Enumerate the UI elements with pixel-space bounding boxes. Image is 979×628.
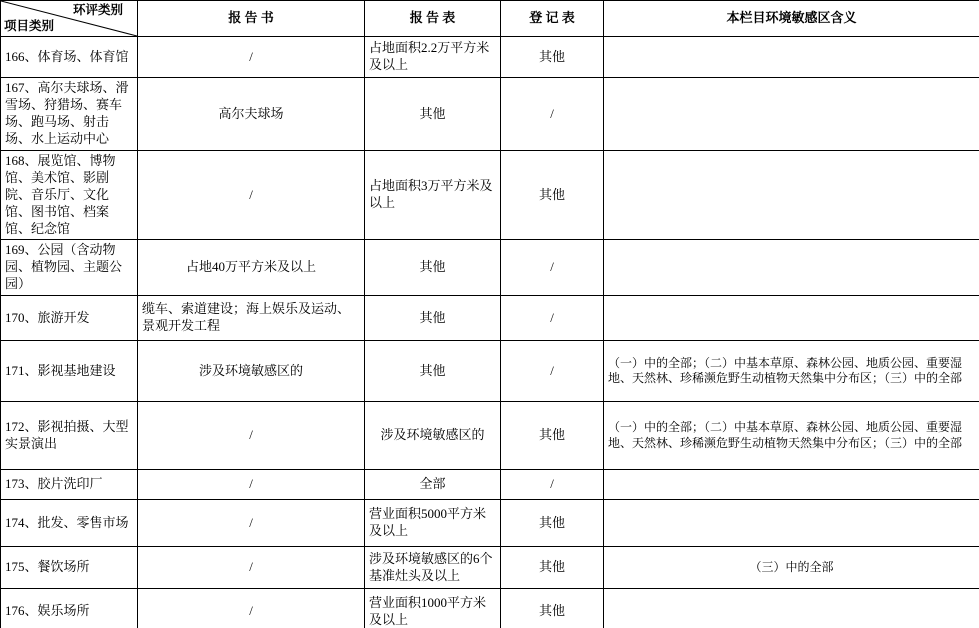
- registration-form-cell: /: [501, 296, 604, 341]
- meaning-cell: [604, 78, 979, 151]
- table-row: [1, 151, 979, 240]
- table-row: [1, 402, 979, 470]
- meaning-cell: [604, 500, 979, 547]
- report-book-cell: 缆车、索道建设；海上娱乐及运动、景观开发工程: [138, 296, 365, 341]
- category-cell: 174、批发、零售市场: [1, 500, 138, 547]
- report-book-cell: /: [138, 589, 365, 628]
- report-form-cell: 涉及环境敏感区的: [365, 402, 501, 470]
- meaning-cell: （一）中的全部；（二）中基本草原、森林公园、地质公园、重要湿地、天然林、珍稀濒危野生动植物天然集中分布区；（三）中的全部: [604, 402, 979, 470]
- report-book-cell: 占地40万平方米及以上: [138, 240, 365, 296]
- header-sensitive-area-meaning: 本栏目环境敏感区含义: [604, 1, 979, 37]
- category-cell: 172、影视拍摄、大型实景演出: [1, 402, 138, 470]
- table-body: [1, 37, 979, 628]
- category-cell: 168、展览馆、博物馆、美术馆、影剧院、音乐厅、文化馆、图书馆、档案馆、纪念馆: [1, 151, 138, 240]
- registration-form-cell: /: [501, 240, 604, 296]
- meaning-cell: [604, 296, 979, 341]
- meaning-cell: [604, 589, 979, 628]
- header-report-book: 报 告 书: [138, 1, 365, 37]
- registration-form-cell: 其他: [501, 547, 604, 589]
- table-row: [1, 470, 979, 500]
- report-book-cell: /: [138, 500, 365, 547]
- report-form-cell: 其他: [365, 341, 501, 402]
- registration-form-cell: 其他: [501, 37, 604, 78]
- report-form-cell: 涉及环境敏感区的6个基准灶头及以上: [365, 547, 501, 589]
- registration-form-cell: 其他: [501, 589, 604, 628]
- report-form-cell: 其他: [365, 296, 501, 341]
- category-cell: 166、体育场、体育馆: [1, 37, 138, 78]
- meaning-cell: [604, 37, 979, 78]
- category-cell: 175、餐饮场所: [1, 547, 138, 589]
- report-form-cell: 营业面积1000平方米及以上: [365, 589, 501, 628]
- table-row: [1, 37, 979, 78]
- report-form-cell: 占地面积3万平方米及以上: [365, 151, 501, 240]
- category-cell: 173、胶片洗印厂: [1, 470, 138, 500]
- report-book-cell: /: [138, 151, 365, 240]
- report-form-cell: 全部: [365, 470, 501, 500]
- category-cell: 171、影视基地建设: [1, 341, 138, 402]
- table-row: [1, 589, 979, 628]
- registration-form-cell: /: [501, 341, 604, 402]
- report-book-cell: 高尔夫球场: [138, 78, 365, 151]
- header-project-category-label: 项目类别: [4, 18, 55, 33]
- header-report-form: 报 告 表: [365, 1, 501, 37]
- report-form-cell: 营业面积5000平方米及以上: [365, 500, 501, 547]
- header-row: [1, 1, 979, 37]
- category-cell: 169、公园（含动物园、植物园、主题公园）: [1, 240, 138, 296]
- table-row: [1, 296, 979, 341]
- table-row: [1, 341, 979, 402]
- meaning-cell: [604, 151, 979, 240]
- report-book-cell: /: [138, 470, 365, 500]
- category-cell: 176、娱乐场所: [1, 589, 138, 628]
- table-header: [1, 1, 979, 37]
- meaning-cell: （三）中的全部: [604, 547, 979, 589]
- meaning-cell: [604, 240, 979, 296]
- registration-form-cell: 其他: [501, 402, 604, 470]
- report-form-cell: 其他: [365, 78, 501, 151]
- header-registration-form: 登 记 表: [501, 1, 604, 37]
- header-eia-category-label: 环评类别: [72, 3, 123, 17]
- table-row: [1, 500, 979, 547]
- category-cell: 167、高尔夫球场、滑雪场、狩猎场、赛车场、跑马场、射击场、水上运动中心: [1, 78, 138, 151]
- meaning-cell: （一）中的全部；（二）中基本草原、森林公园、地质公园、重要湿地、天然林、珍稀濒危野生动植物天然集中分布区；（三）中的全部: [604, 341, 979, 402]
- report-book-cell: 涉及环境敏感区的: [138, 341, 365, 402]
- registration-form-cell: /: [501, 78, 604, 151]
- table-row: [1, 547, 979, 589]
- table-row: [1, 240, 979, 296]
- report-book-cell: /: [138, 37, 365, 78]
- category-cell: 170、旅游开发: [1, 296, 138, 341]
- report-book-cell: /: [138, 402, 365, 470]
- meaning-cell: [604, 470, 979, 500]
- report-book-cell: /: [138, 547, 365, 589]
- report-form-cell: 其他: [365, 240, 501, 296]
- report-form-cell: 占地面积2.2万平方米及以上: [365, 37, 501, 78]
- registration-form-cell: /: [501, 470, 604, 500]
- table-row: [1, 78, 979, 151]
- registration-form-cell: 其他: [501, 151, 604, 240]
- diagonal-header-cell: [1, 1, 138, 37]
- registration-form-cell: 其他: [501, 500, 604, 547]
